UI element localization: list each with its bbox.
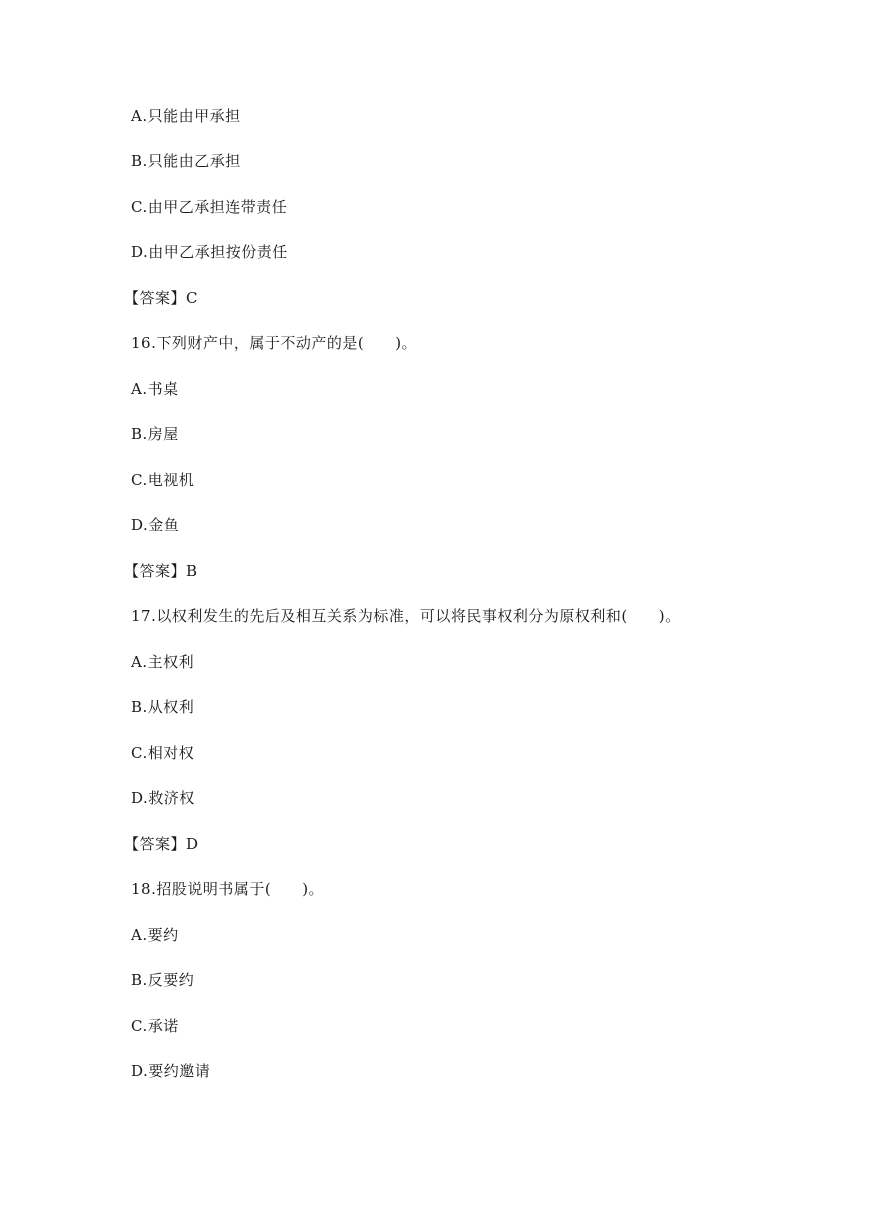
q17-option-a: A.主权利 (131, 653, 195, 671)
q16-option-d: D.金鱼 (131, 516, 180, 534)
q17-option-d: D.救济权 (131, 789, 195, 807)
q17-option-b: B.从权利 (131, 698, 195, 716)
q16-option-c: C.电视机 (131, 471, 195, 489)
q16-option-b: B.房屋 (131, 425, 179, 443)
q16-option-a: A.书桌 (131, 380, 179, 398)
q18-question: 18.招股说明书属于( )。 (131, 880, 325, 898)
q15-answer: 【答案】C (124, 289, 198, 307)
q18-option-c: C.承诺 (131, 1017, 179, 1035)
q15-option-a: A.只能由甲承担 (131, 107, 241, 125)
q18-option-d: D.要约邀请 (131, 1062, 211, 1080)
q16-question: 16.下列财产中，属于不动产的是( )。 (131, 334, 418, 352)
q17-option-c: C.相对权 (131, 744, 195, 762)
q15-option-c: C.由甲乙承担连带责任 (131, 198, 288, 216)
q15-option-b: B.只能由乙承担 (131, 152, 241, 170)
q17-answer: 【答案】D (124, 835, 199, 853)
q18-option-b: B.反要约 (131, 971, 195, 989)
q15-option-d: D.由甲乙承担按份责任 (131, 243, 288, 261)
q17-question: 17.以权利发生的先后及相互关系为标准，可以将民事权利分为原权利和( )。 (131, 607, 681, 625)
q18-option-a: A.要约 (131, 926, 179, 944)
q16-answer: 【答案】B (124, 562, 198, 580)
